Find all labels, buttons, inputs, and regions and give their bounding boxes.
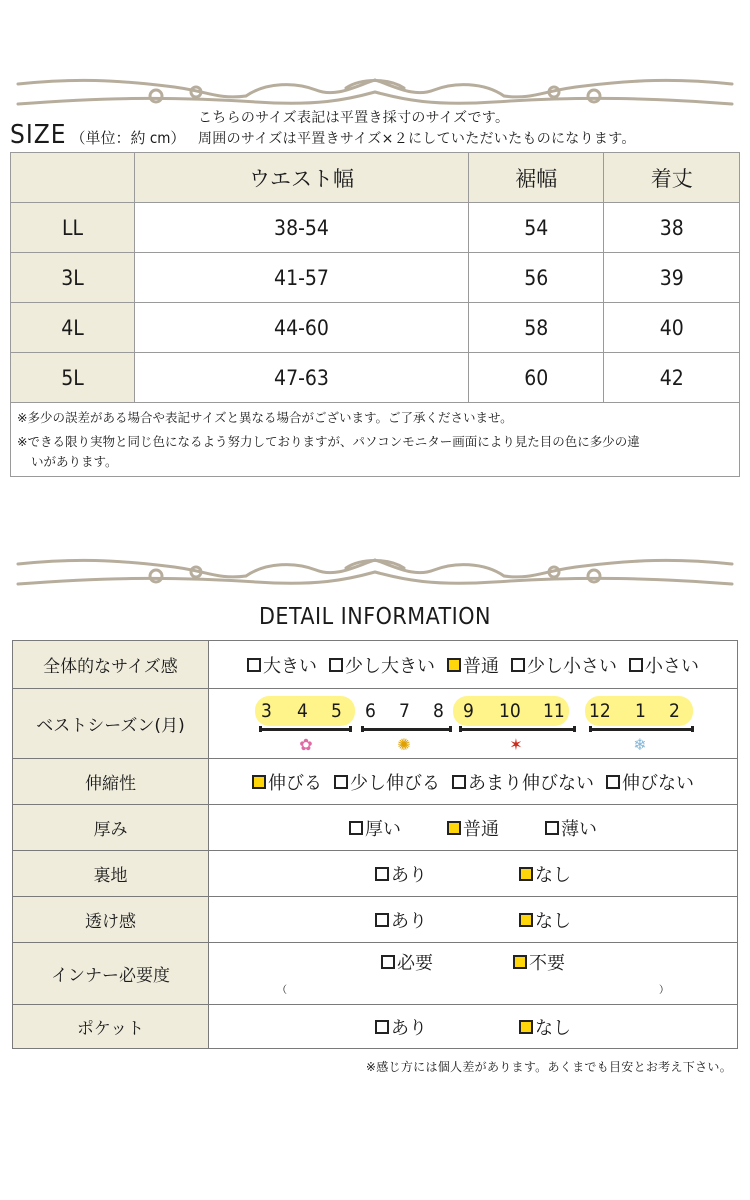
option-stretch-stretchy: 伸びる [252, 769, 322, 795]
label-fit: 全体的なサイズ感 [13, 641, 209, 689]
size-note-line-2: 周囲のサイズは平置きサイズ×２にしていただいたものになります。 [198, 131, 636, 147]
option-stretch-none: 伸びない [606, 769, 694, 795]
checkbox-checked-icon [513, 955, 527, 969]
value-fit [209, 641, 738, 689]
table-row [13, 641, 738, 689]
value-pocket [209, 1005, 738, 1049]
cell-waist: 44-60 [135, 303, 469, 353]
size-heading [10, 120, 185, 150]
table-row [13, 851, 738, 897]
checkbox-icon [375, 867, 389, 881]
cell-waist: 38-54 [135, 203, 469, 253]
season-tick [361, 726, 364, 732]
table-row [11, 353, 740, 403]
footer-note-2: ※できる限り実物と同じ色になるよう努力しておりますが、パソコンモニター画面により見た目の色に多少の違 [17, 434, 640, 449]
season-line-winter [589, 728, 693, 731]
detail-footer-note: ※感じ方には個人差があります。あくまでも目安とお考え下さい。 [365, 1060, 732, 1074]
label-pocket: ポケット [13, 1005, 209, 1049]
row-size: 4L [11, 303, 135, 353]
column-header-length: 着丈 [604, 153, 740, 203]
detail-table [12, 640, 738, 1049]
option-fit-large: 大きい [247, 652, 317, 678]
cell-hem: 54 [469, 203, 604, 253]
size-table-corner [11, 153, 135, 203]
season-tick [459, 726, 462, 732]
option-lining-yes: あり [375, 861, 427, 887]
detail-title: DETAIL INFORMATION [258, 604, 492, 630]
option-fit-slightly-large: 少し大きい [329, 652, 435, 678]
season-line-autumn [459, 728, 575, 731]
cherry-blossom-icon: ✿ [299, 734, 313, 754]
option-inner-not-needed: 不要 [513, 949, 565, 975]
value-stretch [209, 759, 738, 805]
season-tick [259, 726, 262, 732]
snowflake-icon: ❄ [633, 734, 647, 754]
label-thickness: 厚み [13, 805, 209, 851]
table-row [13, 689, 738, 759]
inner-note-paren-close: ） [659, 985, 669, 996]
size-table-header [11, 153, 740, 203]
option-pocket-no: なし [519, 1014, 571, 1040]
ornament-divider-middle [16, 556, 734, 590]
column-header-waist: ウエスト幅 [135, 153, 469, 203]
checkbox-icon [375, 1020, 389, 1034]
checkbox-checked-icon [519, 867, 533, 881]
option-inner-needed: 必要 [381, 949, 433, 975]
inner-note-paren-open: （ [277, 985, 287, 996]
table-row [11, 303, 740, 353]
value-sheer [209, 897, 738, 943]
size-footer-notes [10, 402, 740, 477]
option-sheer-yes: あり [375, 907, 427, 933]
cell-length: 39 [604, 253, 740, 303]
cell-length: 42 [604, 353, 740, 403]
checkbox-icon [511, 658, 525, 672]
season-tick [449, 726, 452, 732]
month-label: 9 [463, 699, 474, 722]
option-fit-normal: 普通 [447, 652, 499, 678]
cell-waist: 41-57 [135, 253, 469, 303]
checkbox-checked-icon [252, 775, 266, 789]
option-thickness-normal: 普通 [447, 815, 499, 841]
checkbox-icon [381, 955, 395, 969]
checkbox-checked-icon [447, 658, 461, 672]
month-label: 8 [433, 699, 444, 722]
option-thickness-thick: 厚い [349, 815, 401, 841]
label-stretch: 伸縮性 [13, 759, 209, 805]
maple-leaf-icon: ✶ [509, 734, 523, 754]
season-tick [589, 726, 592, 732]
option-pocket-yes: あり [375, 1014, 427, 1040]
table-row [13, 805, 738, 851]
checkbox-icon [545, 821, 559, 835]
row-size: LL [11, 203, 135, 253]
checkbox-icon [606, 775, 620, 789]
label-lining: 裏地 [13, 851, 209, 897]
option-fit-slightly-small: 少し小さい [511, 652, 617, 678]
footer-note-1: ※多少の誤差がある場合や表記サイズと異なる場合がございます。ご了承くださいませ。 [17, 410, 513, 425]
season-tick [349, 726, 352, 732]
checkbox-icon [452, 775, 466, 789]
label-season: ベストシーズン(月) [13, 689, 209, 759]
option-stretch-slight: 少し伸びる [334, 769, 440, 795]
column-header-hem: 裾幅 [469, 153, 604, 203]
row-size: 3L [11, 253, 135, 303]
cell-hem: 58 [469, 303, 604, 353]
size-unit: （単位：約 cm） [70, 129, 186, 147]
cell-hem: 56 [469, 253, 604, 303]
month-label: 12 [589, 699, 611, 722]
value-lining [209, 851, 738, 897]
month-label: 2 [669, 699, 680, 722]
cell-length: 40 [604, 303, 740, 353]
table-row [11, 253, 740, 303]
checkbox-icon [375, 913, 389, 927]
season-line-spring [259, 728, 349, 731]
sunflower-icon: ✺ [397, 734, 411, 754]
season-tick [573, 726, 576, 732]
checkbox-icon [334, 775, 348, 789]
month-label: 6 [365, 699, 376, 722]
ornament-divider-top [16, 76, 734, 110]
label-sheer: 透け感 [13, 897, 209, 943]
checkbox-checked-icon [519, 1020, 533, 1034]
value-season [209, 689, 738, 759]
footer-note-3: いがあります。 [31, 454, 118, 469]
value-inner [209, 943, 738, 1005]
season-tick [691, 726, 694, 732]
cell-length: 38 [604, 203, 740, 253]
size-note-line-1: こちらのサイズ表記は平置き採寸のサイズです。 [198, 110, 510, 126]
table-row [13, 943, 738, 1005]
option-lining-no: なし [519, 861, 571, 887]
checkbox-icon [349, 821, 363, 835]
size-title: SIZE [10, 120, 67, 150]
season-chart [209, 692, 737, 756]
month-label: 5 [331, 699, 342, 722]
month-label: 3 [261, 699, 272, 722]
label-inner: インナー必要度 [13, 943, 209, 1005]
option-thickness-thin: 薄い [545, 815, 597, 841]
month-label: 11 [543, 699, 565, 722]
month-label: 10 [499, 699, 521, 722]
checkbox-icon [629, 658, 643, 672]
checkbox-icon [329, 658, 343, 672]
size-table [10, 152, 740, 403]
checkbox-icon [247, 658, 261, 672]
option-fit-small: 小さい [629, 652, 699, 678]
row-size: 5L [11, 353, 135, 403]
cell-waist: 47-63 [135, 353, 469, 403]
table-row [13, 1005, 738, 1049]
checkbox-checked-icon [519, 913, 533, 927]
option-sheer-no: なし [519, 907, 571, 933]
table-row [11, 203, 740, 253]
checkbox-checked-icon [447, 821, 461, 835]
option-stretch-little: あまり伸びない [452, 769, 594, 795]
month-label: 7 [399, 699, 410, 722]
month-label: 1 [635, 699, 646, 722]
size-note [198, 108, 636, 150]
month-label: 4 [297, 699, 308, 722]
table-row [13, 897, 738, 943]
cell-hem: 60 [469, 353, 604, 403]
value-thickness [209, 805, 738, 851]
table-row [13, 759, 738, 805]
season-line-summer [361, 728, 451, 731]
